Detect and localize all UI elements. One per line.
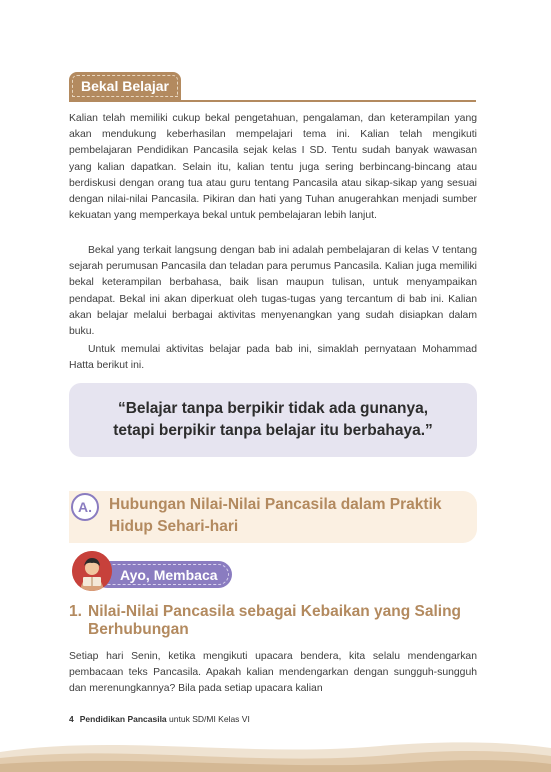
bekal-belajar-tab: Bekal Belajar: [69, 72, 181, 100]
ayo-membaca-label: [72, 551, 242, 593]
subsection-title: Nilai-Nilai Pancasila sebagai Kebaikan yang Saling Berhubungan: [88, 603, 462, 638]
section-title: Hubungan Nilai-Nilai Pancasila dalam Praktik Hidup Sehari-hari: [109, 496, 442, 535]
paragraph-2: Bekal yang terkait langsung dengan bab ini adalah pembelajaran di kelas V tentang sejarah perumusan Pancasila dan teladan para perumus Pancasila. Kalian juga memiliki bekal keterampilan berbahasa, baik lisan maupun tulisan, untuk menyampaikan pendapat. Bekal ini akan diperkuat oleh tugas-tugas yang tercantum di bab ini. Kalian akan belajar melalui berbagai aktivitas menyenangkan yang sudah disiapkan dalam buku.: [69, 245, 477, 338]
bekal-belajar-header: [69, 72, 476, 102]
book-subtitle: untuk SD/MI Kelas VI: [166, 714, 250, 724]
section-badge: A.: [71, 493, 99, 521]
ayo-membaca-pill: Ayo, Membaca: [94, 561, 232, 588]
quote-box: [69, 383, 477, 457]
header-underline: [69, 100, 476, 102]
page-number: 4: [69, 714, 74, 724]
quote-line-1: “Belajar tanpa berpikir tidak ada gunanya,: [117, 400, 429, 417]
page-footer: [69, 714, 250, 724]
paragraph-1: Kalian telah memiliki cukup bekal pengetahuan, pengalaman, dan keterampilan yang akan mendukung keberhasilan mempelajari tema ini. Kalian telah mengikuti pembelajaran Pendidikan Pancasila sejak kelas I SD. Tentu sudah banyak wawasan yang kalian dapatkan. Selain itu, kalian tentu juga sering berbincang-bincang atau berdiskusi dengan orang tua atau guru tentang Pancasila atau sikap-sikap yang sesuai dengan nilai-nilai Pancasila. Pikiran dan hati yang Tuhan anugerahkan menjadi sumber kekuatan yang memperkaya bekal untuk pembelajaran lebih lanjut.: [69, 113, 477, 222]
paragraph-4: Setiap hari Senin, ketika mengikuti upacara bendera, kita selalu mendengarkan pembacaan teks Pancasila. Apakah kalian mendengarkan dengan sungguh-sungguh dan merenungkannya? Bila pada setiap upacara kalian: [69, 651, 477, 695]
section-a-header: [69, 491, 477, 543]
reading-child-icon: [72, 551, 112, 591]
paragraph-3: Untuk memulai aktivitas belajar pada bab ini, simaklah pernyataan Mohammad Hatta berikut ini.: [69, 344, 477, 372]
quote-line-2: tetapi berpikir tanpa belajar itu berbahaya.”: [113, 422, 433, 439]
book-title: Pendidikan Pancasila: [79, 714, 167, 724]
decorative-waves: [0, 724, 551, 772]
subsection-number: 1.: [69, 603, 82, 620]
